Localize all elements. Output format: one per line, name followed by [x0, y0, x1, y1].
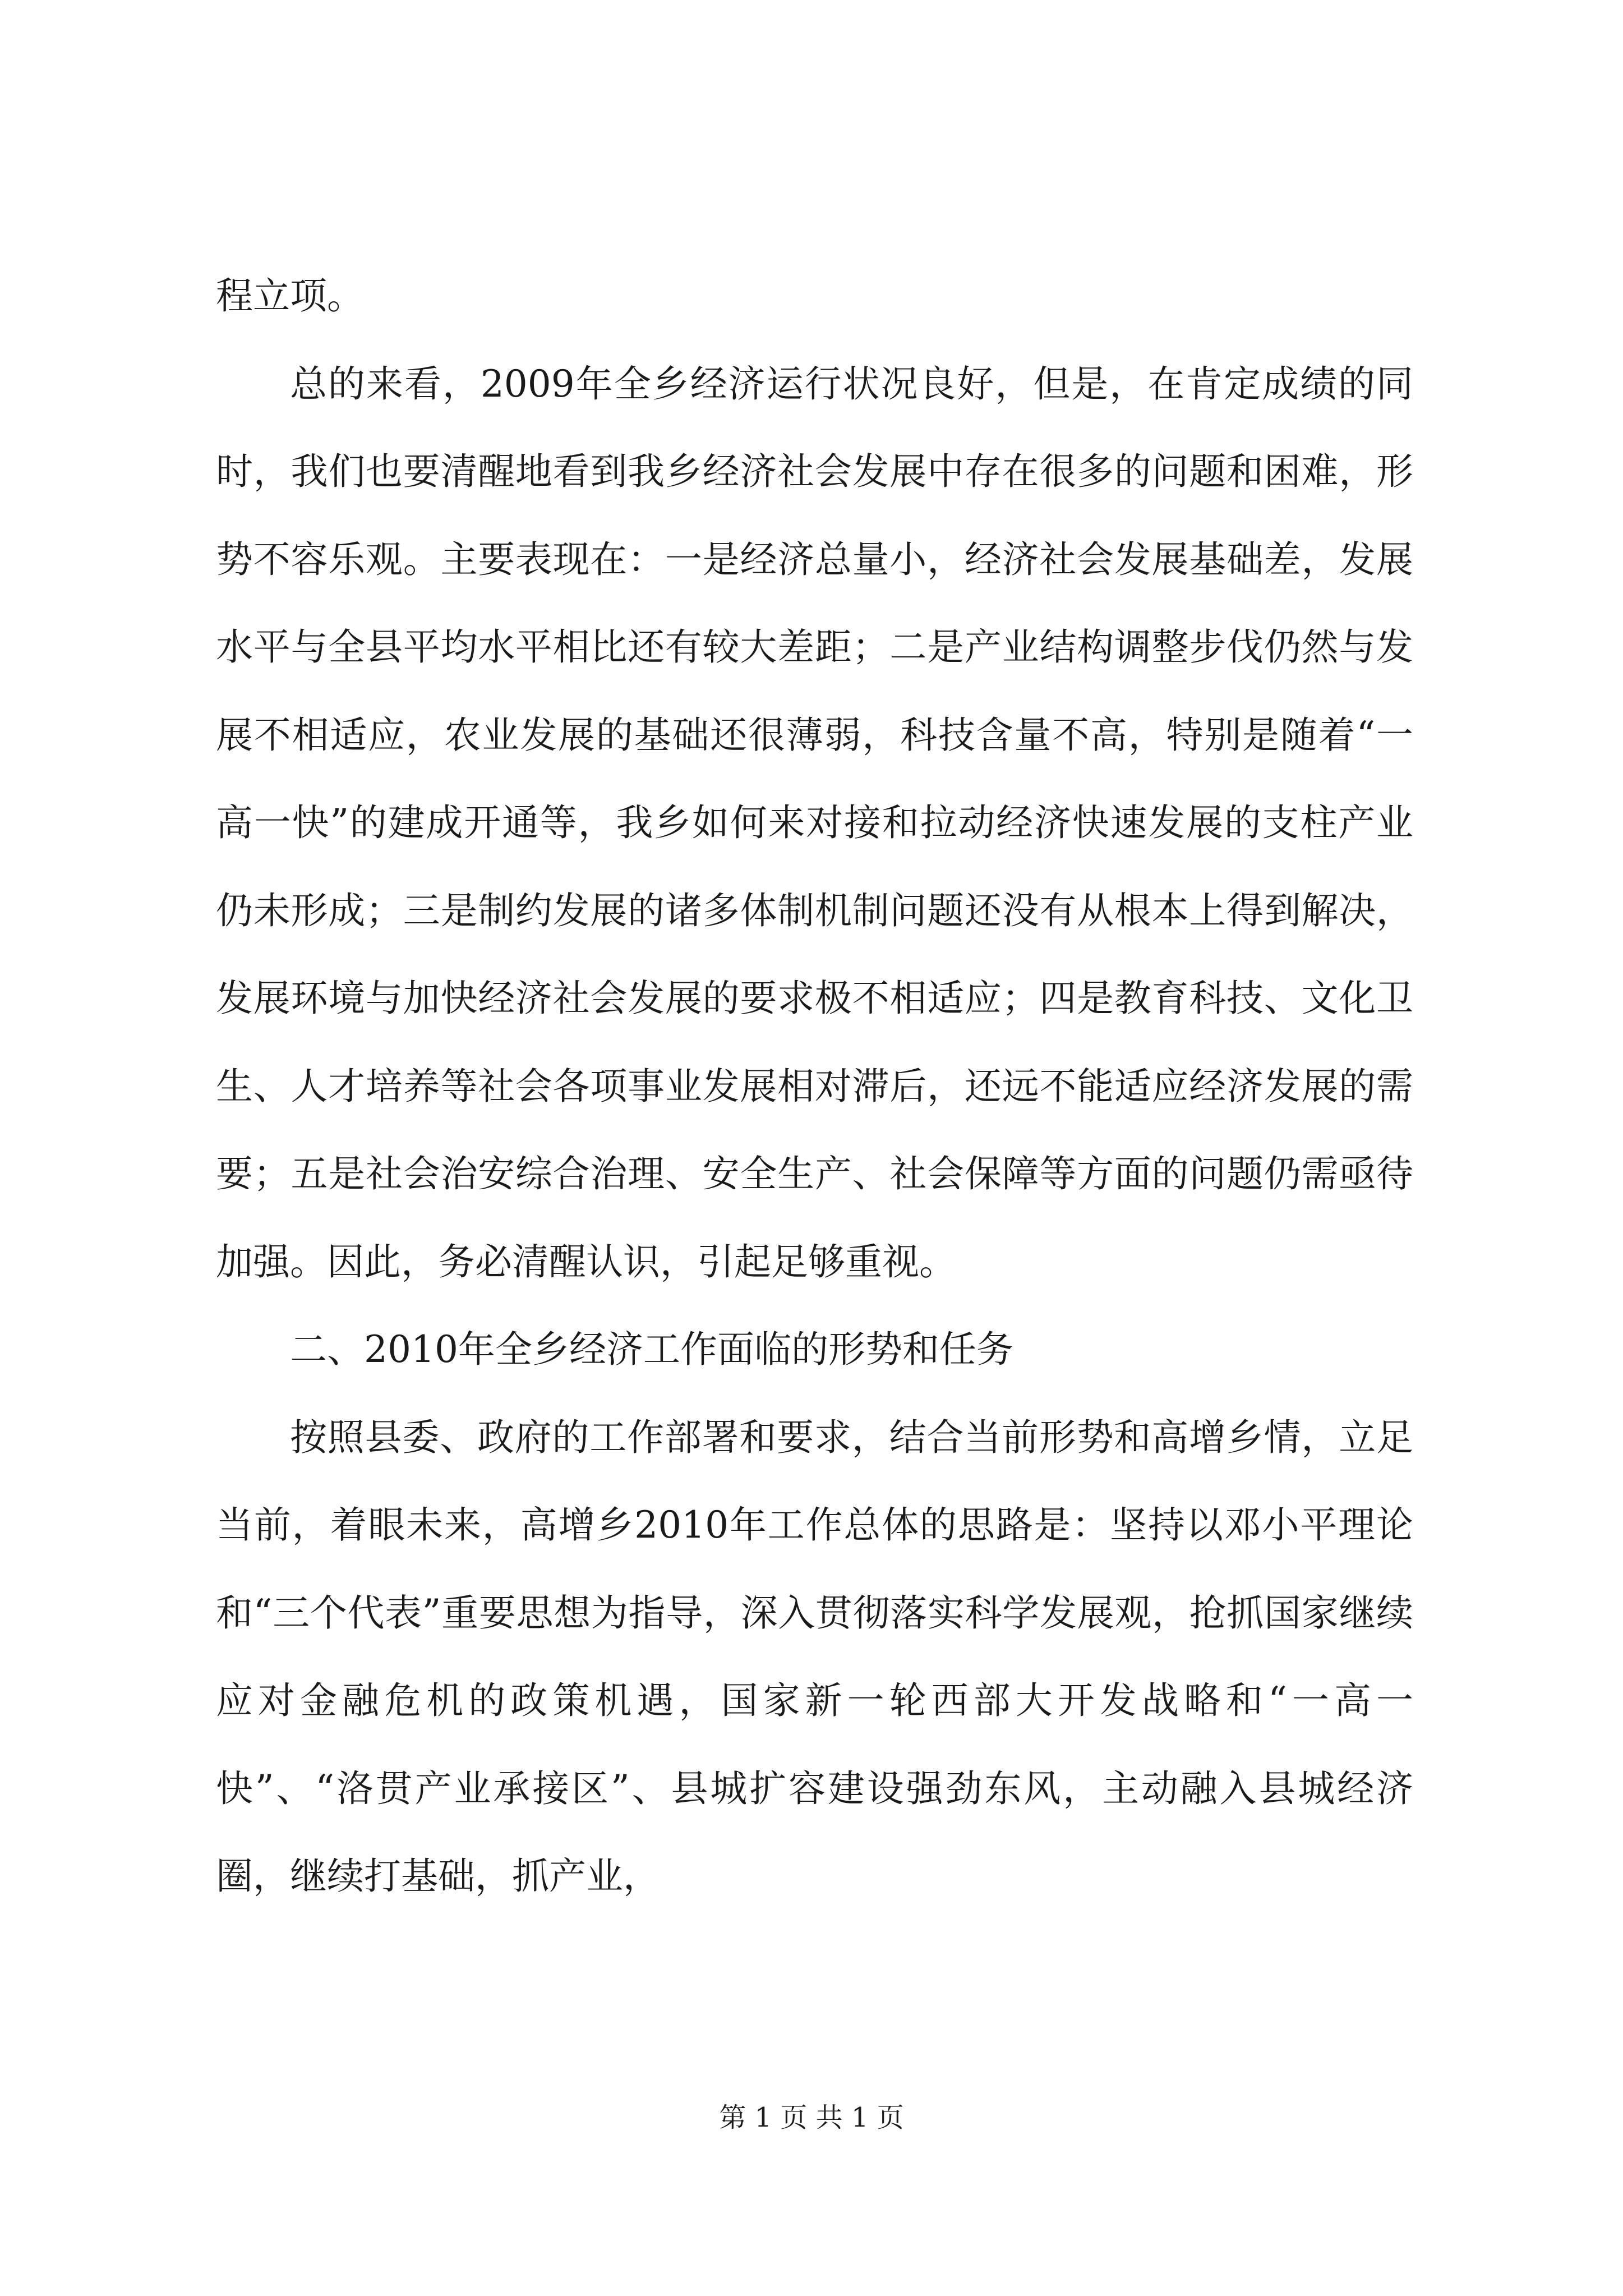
- page-footer: 第 1 页 共 1 页: [719, 2102, 904, 2133]
- paragraph-economic-overview: 总的来看，2009年全乡经济运行状况良好，但是，在肯定成绩的同时，我们也要清醒地看到我乡经济社会发展中存在很多的问题和困难，形势不容乐观。主要表现在：一是经济总量小，经济社会发展基础差，发展水平与全县平均水平相比还有较大差距；二是产业结构调整步伐仍然与发展不相适应，农业发展的基础还很薄弱，科技含量不高，特别是随着“一高一快”的建成开通等，我乡如何来对接和拉动经济快速发展的支柱产业仍未形成；三是制约发展的诸多体制机制问题还没有从根本上得到解决，发展环境与加快经济社会发展的要求极不相适应；四是教育科技、文化卫生、人才培养等社会各项事业发展相对滞后，还远不能适应经济发展的需要；五是社会治安综合治理、安全生产、社会保障等方面的问题仍需亟待加强。因此，务必清醒认识，引起足够重视。: [216, 362, 1413, 1283]
- paragraph-continuation: 程立项。: [216, 274, 364, 318]
- document-body: [216, 252, 1413, 1921]
- section-heading-2010: 二、2010年全乡经济工作面临的形势和任务: [290, 1328, 1013, 1371]
- paragraph-work-plan: 按照县委、政府的工作部署和要求，结合当前形势和高增乡情，立足当前，着眼未来，高增乡2010年工作总体的思路是：坚持以邓小平理论和“三个代表”重要思想为指导，深入贯彻落实科学发展观，抢抓国家继续应对金融危机的政策机遇，国家新一轮西部大开发战略和“一高一快”、“洛贯产业承接区”、县城扩容建设强劲东风，主动融入县城经济圈，继续打基础，抓产业，: [216, 1415, 1413, 1898]
